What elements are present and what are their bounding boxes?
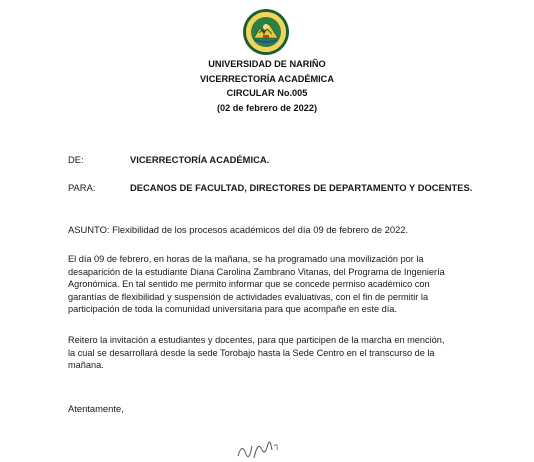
to-label: PARA: — [68, 182, 96, 193]
circular-number: CIRCULAR No.005 — [226, 88, 308, 98]
paragraph-line: desaparición de la estudiante Diana Carolina Zambrano Vitanas, del Programa de Ingeniería — [68, 266, 445, 277]
body-paragraph-2 — [68, 334, 478, 372]
office-name: VICERRECTORÍA ACADÉMICA — [200, 73, 334, 84]
circular-date: (02 de febrero de 2022) — [216, 102, 318, 113]
circular-header — [0, 57, 534, 115]
handwritten-signature — [232, 432, 292, 462]
paragraph-line: mañana. — [68, 360, 104, 371]
subject-line: ASUNTO: Flexibilidad de los procesos académicos del día 09 de febrero de 2022. — [68, 224, 409, 235]
body-paragraph-1 — [68, 253, 478, 316]
paragraph-line: El día 09 de febrero, en horas de la mañana, se ha programado una movilización por la — [68, 254, 424, 264]
from-row — [68, 154, 498, 168]
to-row — [68, 182, 508, 196]
university-seal-icon — [242, 8, 290, 56]
paragraph-line: Agronómica. En tal sentido me permito informar que se concede permiso académico con — [68, 279, 430, 290]
to-value: DECANOS DE FACULTAD, DIRECTORES DE DEPARTAMENTO Y DOCENTES. — [130, 182, 473, 193]
paragraph-line: participación de toda la comunidad universitaria para que acompañe en este día. — [68, 304, 397, 315]
university-name: UNIVERSIDAD DE NARIÑO — [208, 59, 326, 69]
paragraph-line: Reitero la invitación a estudiantes y docentes, para que participen de la marcha en mención, — [68, 335, 445, 345]
from-value: VICERRECTORÍA ACADÉMICA. — [130, 154, 270, 165]
closing-salutation: Atentamente, — [68, 403, 124, 414]
paragraph-line: garantías de flexibilidad y suspensión de actividades evaluativas, con el fin de permitir la — [68, 291, 429, 302]
from-label: DE: — [68, 154, 84, 165]
paragraph-line: la cual se desarrollará desde la sede Torobajo hasta la Sede Centro en el transcurso de la — [68, 347, 435, 358]
